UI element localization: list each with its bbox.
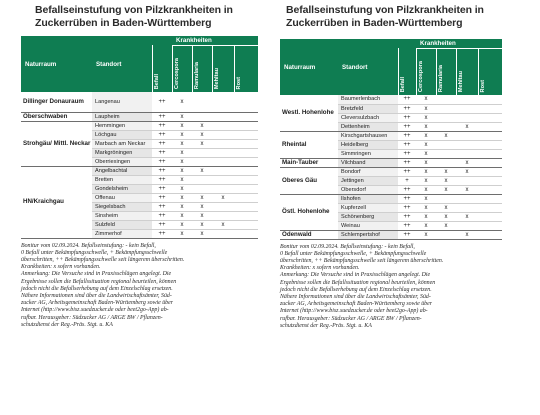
cercospora-cell: x — [172, 220, 192, 229]
left-panel — [21, 0, 258, 329]
cercospora-cell: x — [172, 229, 192, 238]
header-cercospora: Cercospora — [173, 57, 180, 89]
header-befall: Befall — [153, 73, 160, 89]
table-row — [21, 121, 258, 130]
location-cell: Simmringen — [338, 149, 398, 158]
location-cell: Schönenberg — [338, 212, 398, 221]
mehltau-cell: x — [456, 212, 478, 221]
region-label: Oberes Gäu — [280, 167, 338, 194]
table-row — [280, 95, 502, 104]
ramularia-cell — [436, 113, 456, 122]
rost-cell — [234, 130, 258, 139]
mehltau-cell — [212, 92, 234, 112]
cercospora-cell: x — [172, 211, 192, 220]
mehltau-cell — [456, 221, 478, 230]
mehltau-cell — [212, 130, 234, 139]
footnote — [280, 244, 502, 330]
befall-cell: ++ — [398, 95, 416, 104]
mehltau-cell: x — [456, 122, 478, 131]
befall-cell: ++ — [152, 202, 172, 211]
mehltau-cell: x — [456, 230, 478, 239]
befall-cell: ++ — [152, 157, 172, 166]
mehltau-cell — [212, 148, 234, 157]
ramularia-cell: x — [436, 185, 456, 194]
befall-cell: ++ — [152, 139, 172, 148]
location-cell: Marbach am Neckar — [92, 139, 152, 148]
rost-cell — [234, 229, 258, 238]
befall-cell: ++ — [398, 158, 416, 167]
rost-cell — [234, 202, 258, 211]
location-cell: Ilshofen — [338, 194, 398, 203]
rost-cell — [234, 220, 258, 229]
befall-cell: ++ — [398, 203, 416, 212]
region-label: Oberschwaben — [21, 112, 92, 121]
ramularia-cell: x — [192, 130, 212, 139]
ramularia-cell: x — [436, 203, 456, 212]
location-cell: Obersdorf — [338, 185, 398, 194]
location-cell: Heidelberg — [338, 140, 398, 149]
cercospora-cell: x — [172, 112, 192, 121]
cercospora-cell: x — [416, 113, 436, 122]
footnote-line: 0 Befall unter Bekämpfungsschwelle, + Bekämpfungsschwelle — [21, 249, 168, 256]
location-cell: Dettenheim — [338, 122, 398, 131]
footnote-line: Nähere Informationen sind über die Landwirtschaftsämter, Süd- — [21, 292, 172, 299]
befall-cell: ++ — [152, 121, 172, 130]
ramularia-cell — [192, 184, 212, 193]
header-cercospora: Cercospora — [417, 60, 424, 92]
table-row — [280, 230, 502, 239]
befall-cell: ++ — [398, 185, 416, 194]
title-line-1: Befallseinstufung von Pilzkrankheiten in — [286, 4, 484, 16]
mehltau-cell: x — [212, 220, 234, 229]
header-krankheiten: Krankheiten — [172, 36, 258, 45]
footnote — [21, 243, 258, 329]
cercospora-cell: x — [416, 140, 436, 149]
rost-cell — [478, 113, 502, 122]
location-cell: Angelbachtal — [92, 166, 152, 175]
location-cell: Zimmerhof — [92, 229, 152, 238]
befall-cell: ++ — [152, 175, 172, 184]
befall-cell: ++ — [152, 112, 172, 121]
location-cell: Baumerlenbach — [338, 95, 398, 104]
befall-cell: ++ — [152, 166, 172, 175]
rost-cell — [478, 167, 502, 176]
region-label: Dillinger Donauraum — [21, 92, 92, 112]
ramularia-cell — [436, 230, 456, 239]
footnote-line: Bonitur vom 02.09.2024. Befallseinstufung: - kein Befall, — [21, 242, 156, 249]
ramularia-cell — [436, 104, 456, 113]
befall-cell: ++ — [398, 140, 416, 149]
cercospora-cell: x — [416, 167, 436, 176]
rost-cell — [478, 230, 502, 239]
location-cell: Sulzfeld — [92, 220, 152, 229]
rost-cell — [234, 157, 258, 166]
footnote-line: Ergebnisse sollen die Befallssituation regional beurteilen, können — [280, 279, 436, 286]
header-ramularia: Ramularia — [437, 64, 444, 92]
mehltau-cell — [212, 166, 234, 175]
footnote-line: schutzdienst der Reg.-Präs. Stgt. u. KA — [280, 322, 372, 329]
header-mehltau: Mehltau — [213, 67, 220, 89]
befall-cell: ++ — [398, 149, 416, 158]
rost-cell — [478, 149, 502, 158]
befall-cell: ++ — [398, 194, 416, 203]
footnote-line: rufbar. Herausgeber: Südzucker AG / ARGE BW / Pflanzen- — [280, 315, 422, 322]
mehltau-cell — [456, 95, 478, 104]
infestation-table — [21, 36, 258, 239]
header-naturraum: Naturraum — [280, 39, 338, 95]
ramularia-cell — [436, 122, 456, 131]
befall-cell: ++ — [398, 131, 416, 140]
befall-cell: ++ — [398, 113, 416, 122]
footnote-line: jedoch nicht die Befallserhebung auf dem Einzelschlag ersetzen. — [21, 285, 173, 292]
rost-cell — [234, 193, 258, 202]
mehltau-cell — [456, 194, 478, 203]
footnote-line: Krankheiten: x sofern vorhanden. — [280, 265, 360, 272]
header-ramularia: Ramularia — [193, 61, 200, 89]
header-rost: Rost — [235, 76, 242, 89]
rost-cell — [478, 158, 502, 167]
title-line-2: Zuckerrüben in Baden-Württemberg — [286, 17, 463, 29]
header-rost: Rost — [479, 79, 486, 92]
ramularia-cell — [436, 194, 456, 203]
cercospora-cell: x — [172, 166, 192, 175]
footnote-line: Krankheiten: x sofern vorhanden. — [21, 264, 101, 271]
table-row — [280, 131, 502, 140]
location-cell: Oberriexingen — [92, 157, 152, 166]
region-label: Main-Tauber — [280, 158, 338, 167]
rost-cell — [234, 175, 258, 184]
header-mehltau: Mehltau — [457, 70, 464, 92]
befall-cell: + — [398, 176, 416, 185]
rost-cell — [478, 194, 502, 203]
rost-cell — [234, 211, 258, 220]
table-row — [21, 112, 258, 121]
ramularia-cell: x — [192, 229, 212, 238]
location-cell: Jettingen — [338, 176, 398, 185]
rost-cell — [478, 203, 502, 212]
befall-cell: ++ — [152, 148, 172, 157]
ramularia-cell: x — [436, 221, 456, 230]
location-cell: Bretten — [92, 175, 152, 184]
rost-cell — [478, 104, 502, 113]
befall-cell: ++ — [398, 104, 416, 113]
mehltau-cell — [456, 203, 478, 212]
ramularia-cell: x — [192, 202, 212, 211]
cercospora-cell: x — [416, 176, 436, 185]
location-cell: Siegelsbach — [92, 202, 152, 211]
location-cell: Schlempertshof — [338, 230, 398, 239]
cercospora-cell: x — [416, 203, 436, 212]
ramularia-cell — [192, 148, 212, 157]
mehltau-cell — [212, 202, 234, 211]
table-row — [280, 167, 502, 176]
cercospora-cell: x — [172, 92, 192, 112]
location-cell: Vilchband — [338, 158, 398, 167]
title-line-2: Zuckerrüben in Baden-Württemberg — [35, 17, 212, 29]
ramularia-cell: x — [436, 131, 456, 140]
title-line-1: Befallseinstufung von Pilzkrankheiten in — [35, 4, 233, 16]
rost-cell — [234, 112, 258, 121]
mehltau-cell — [212, 184, 234, 193]
ramularia-cell: x — [436, 176, 456, 185]
cercospora-cell: x — [172, 130, 192, 139]
cercospora-cell: x — [172, 175, 192, 184]
ramularia-cell — [192, 112, 212, 121]
befall-cell: ++ — [398, 230, 416, 239]
footnote-line: Ergebnisse sollen die Befallssituation regional beurteilen, können — [21, 278, 177, 285]
rost-cell — [234, 121, 258, 130]
mehltau-cell — [212, 211, 234, 220]
footnote-line: Internet (http://www.bisz.suedzucker.de oder beet2go-App) ab- — [21, 307, 169, 314]
ramularia-cell: x — [192, 193, 212, 202]
rost-cell — [234, 148, 258, 157]
location-cell: Langenau — [92, 92, 152, 112]
location-cell: Laupheim — [92, 112, 152, 121]
rost-cell — [478, 95, 502, 104]
cercospora-cell: x — [416, 122, 436, 131]
footnote-line: 0 Befall unter Bekämpfungsschwelle, + Bekämpfungsschwelle — [280, 250, 427, 257]
region-label: HN/Kraichgau — [21, 166, 92, 238]
mehltau-cell — [456, 131, 478, 140]
header-naturraum: Naturraum — [21, 36, 92, 92]
cercospora-cell: x — [416, 104, 436, 113]
rost-cell — [234, 139, 258, 148]
mehltau-cell: x — [456, 185, 478, 194]
region-label: Strohgäu/ Mittl. Neckar — [21, 121, 92, 166]
footnote-line: schutzdienst der Reg.-Präs. Stgt. u. KA — [21, 321, 113, 328]
ramularia-cell: x — [436, 212, 456, 221]
location-cell: Bondorf — [338, 167, 398, 176]
befall-cell: ++ — [152, 211, 172, 220]
table-row — [280, 194, 502, 203]
mehltau-cell — [212, 175, 234, 184]
mehltau-cell — [456, 149, 478, 158]
befall-cell: ++ — [152, 193, 172, 202]
header-befall: Befall — [399, 76, 406, 92]
location-cell: Gondelsheim — [92, 184, 152, 193]
table-row — [21, 166, 258, 175]
ramularia-cell — [192, 175, 212, 184]
location-cell: Offenau — [92, 193, 152, 202]
footnote-line: jedoch nicht die Befallserhebung auf dem Einzelschlag ersetzen. — [280, 286, 432, 293]
location-cell: Sinsheim — [92, 211, 152, 220]
rost-cell — [478, 185, 502, 194]
header-standort: Standort — [92, 36, 152, 92]
rost-cell — [478, 176, 502, 185]
ramularia-cell — [436, 158, 456, 167]
location-cell: Weinau — [338, 221, 398, 230]
footnote-line: Nähere Informationen sind über die Landwirtschaftsämter, Süd- — [280, 293, 431, 300]
mehltau-cell — [456, 104, 478, 113]
cercospora-cell: x — [416, 221, 436, 230]
footnote-line: rufbar. Herausgeber: Südzucker AG / ARGE BW / Pflanzen- — [21, 314, 163, 321]
cercospora-cell: x — [172, 148, 192, 157]
panel-title — [286, 4, 502, 30]
rost-cell — [478, 221, 502, 230]
rost-cell — [478, 122, 502, 131]
location-cell: Kirschgartshausen — [338, 131, 398, 140]
ramularia-cell: x — [192, 121, 212, 130]
location-cell: Löchgau — [92, 130, 152, 139]
cercospora-cell: x — [416, 194, 436, 203]
ramularia-cell — [192, 157, 212, 166]
region-label: Östl. Hohenlohe — [280, 194, 338, 230]
rost-cell — [478, 131, 502, 140]
ramularia-cell: x — [192, 220, 212, 229]
footnote-line: überschritten, ++ Bekämpfungsschwelle seit längerem überschritten. — [21, 256, 185, 263]
ramularia-cell: x — [436, 167, 456, 176]
footnote-line: zucker AG, Arbeitsgemeinschaft Baden-Württemberg sowie über — [280, 301, 433, 308]
mehltau-cell — [212, 157, 234, 166]
right-panel — [280, 0, 502, 330]
befall-cell: ++ — [398, 212, 416, 221]
cercospora-cell: x — [172, 121, 192, 130]
befall-cell: ++ — [152, 130, 172, 139]
befall-cell: ++ — [152, 220, 172, 229]
rost-cell — [234, 92, 258, 112]
befall-cell: ++ — [398, 221, 416, 230]
table-row — [21, 92, 258, 112]
location-cell: Hemmingen — [92, 121, 152, 130]
cercospora-cell: x — [416, 230, 436, 239]
befall-cell: ++ — [398, 167, 416, 176]
ramularia-cell: x — [192, 139, 212, 148]
ramularia-cell — [436, 149, 456, 158]
location-cell: Cleversulzbach — [338, 113, 398, 122]
mehltau-cell — [212, 229, 234, 238]
befall-cell: ++ — [398, 122, 416, 131]
cercospora-cell: x — [416, 185, 436, 194]
mehltau-cell — [212, 112, 234, 121]
mehltau-cell — [456, 176, 478, 185]
ramularia-cell — [436, 95, 456, 104]
footnote-line: zucker AG, Arbeitsgemeinschaft Baden-Württemberg sowie über — [21, 300, 174, 307]
mehltau-cell — [212, 121, 234, 130]
header-krankheiten: Krankheiten — [416, 39, 502, 48]
cercospora-cell: x — [416, 95, 436, 104]
ramularia-cell — [192, 92, 212, 112]
befall-cell: ++ — [152, 184, 172, 193]
cercospora-cell: x — [416, 212, 436, 221]
ramularia-cell — [436, 140, 456, 149]
mehltau-cell — [456, 140, 478, 149]
footnote-line: Internet (http://www.bisz.suedzucker.de oder beet2go-App) ab- — [280, 308, 428, 315]
mehltau-cell — [212, 139, 234, 148]
mehltau-cell — [456, 113, 478, 122]
cercospora-cell: x — [416, 158, 436, 167]
cercospora-cell: x — [416, 149, 436, 158]
cercospora-cell: x — [172, 139, 192, 148]
header-standort: Standort — [338, 39, 398, 95]
cercospora-cell: x — [416, 131, 436, 140]
mehltau-cell: x — [212, 193, 234, 202]
mehltau-cell: x — [456, 167, 478, 176]
cercospora-cell: x — [172, 202, 192, 211]
ramularia-cell: x — [192, 166, 212, 175]
region-label: Rheintal — [280, 131, 338, 158]
region-label: Westl. Hohenlohe — [280, 95, 338, 131]
cercospora-cell: x — [172, 157, 192, 166]
footnote-line: Anmerkung: Die Versuche sind in Praxisschlägen angelegt. Die — [21, 271, 172, 278]
region-label: Odenwald — [280, 230, 338, 239]
location-cell: Kupferzell — [338, 203, 398, 212]
panel-title — [35, 4, 258, 30]
cercospora-cell: x — [172, 184, 192, 193]
cercospora-cell: x — [172, 193, 192, 202]
location-cell: Bretzfeld — [338, 104, 398, 113]
rost-cell — [478, 212, 502, 221]
table-row — [280, 158, 502, 167]
infestation-table — [280, 39, 502, 240]
befall-cell: ++ — [152, 92, 172, 112]
befall-cell: ++ — [152, 229, 172, 238]
mehltau-cell: x — [456, 158, 478, 167]
location-cell: Markgröningen — [92, 148, 152, 157]
rost-cell — [234, 184, 258, 193]
footnote-line: überschritten, ++ Bekämpfungsschwelle seit längerem überschritten. — [280, 257, 444, 264]
rost-cell — [478, 140, 502, 149]
footnote-line: Bonitur vom 02.09.2024. Befallseinstufung: - kein Befall, — [280, 243, 415, 250]
rost-cell — [234, 166, 258, 175]
ramularia-cell: x — [192, 211, 212, 220]
footnote-line: Anmerkung: Die Versuche sind in Praxisschlägen angelegt. Die — [280, 272, 431, 279]
